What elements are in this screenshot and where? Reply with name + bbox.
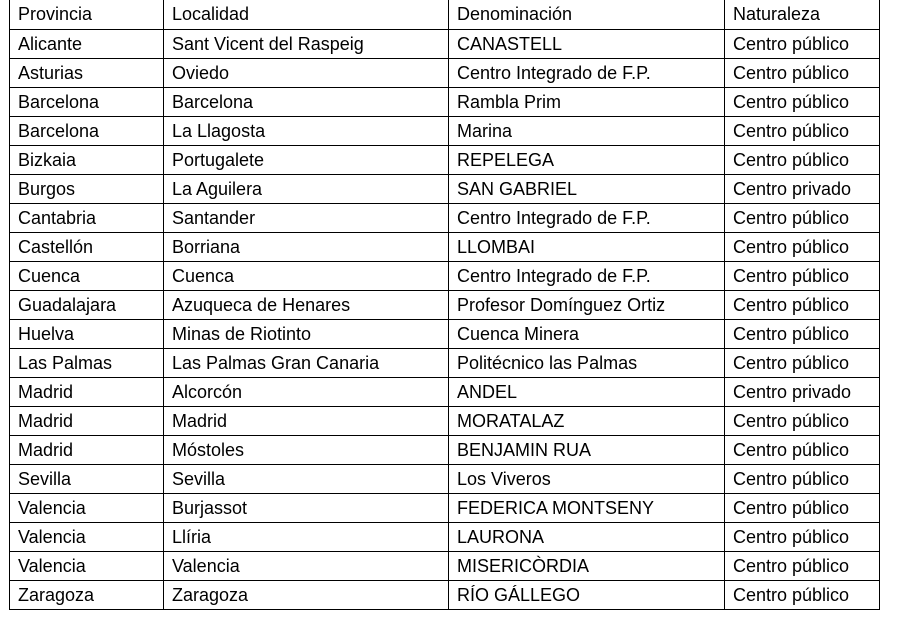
- cell-provincia: Cantabria: [10, 203, 164, 232]
- table-row: [10, 464, 880, 493]
- cell-denominacion: CANASTELL: [449, 29, 725, 58]
- cell-naturaleza: Centro público: [725, 232, 880, 261]
- cell-provincia: Huelva: [10, 319, 164, 348]
- table-row: [10, 580, 880, 609]
- cell-localidad: Portugalete: [164, 145, 449, 174]
- cell-denominacion: Los Viveros: [449, 464, 725, 493]
- cell-naturaleza: Centro público: [725, 203, 880, 232]
- cell-denominacion: Rambla Prim: [449, 87, 725, 116]
- cell-denominacion: SAN GABRIEL: [449, 174, 725, 203]
- cell-provincia: Guadalajara: [10, 290, 164, 319]
- cell-denominacion: REPELEGA: [449, 145, 725, 174]
- cell-localidad: Las Palmas Gran Canaria: [164, 348, 449, 377]
- cell-denominacion: ANDEL: [449, 377, 725, 406]
- cell-localidad: La Llagosta: [164, 116, 449, 145]
- cell-localidad: Llíria: [164, 522, 449, 551]
- cell-denominacion: FEDERICA MONTSENY: [449, 493, 725, 522]
- cell-localidad: Burjassot: [164, 493, 449, 522]
- cell-localidad: Minas de Riotinto: [164, 319, 449, 348]
- cell-denominacion: Centro Integrado de F.P.: [449, 261, 725, 290]
- table-row: [10, 377, 880, 406]
- cell-localidad: Azuqueca de Henares: [164, 290, 449, 319]
- cell-naturaleza: Centro público: [725, 406, 880, 435]
- table-row: [10, 319, 880, 348]
- cell-provincia: Madrid: [10, 406, 164, 435]
- cell-naturaleza: Centro público: [725, 348, 880, 377]
- cell-provincia: Alicante: [10, 29, 164, 58]
- cell-denominacion: Centro Integrado de F.P.: [449, 58, 725, 87]
- cell-provincia: Zaragoza: [10, 580, 164, 609]
- cell-localidad: Cuenca: [164, 261, 449, 290]
- cell-provincia: Las Palmas: [10, 348, 164, 377]
- cell-provincia: Asturias: [10, 58, 164, 87]
- cell-provincia: Valencia: [10, 493, 164, 522]
- cell-naturaleza: Centro público: [725, 580, 880, 609]
- cell-denominacion: Marina: [449, 116, 725, 145]
- table-row: [10, 522, 880, 551]
- cell-provincia: Bizkaia: [10, 145, 164, 174]
- table-row: [10, 406, 880, 435]
- table-body: [10, 29, 880, 609]
- cell-naturaleza: Centro público: [725, 261, 880, 290]
- cell-naturaleza: Centro público: [725, 290, 880, 319]
- table-row: [10, 87, 880, 116]
- cell-localidad: Oviedo: [164, 58, 449, 87]
- cell-naturaleza: Centro público: [725, 58, 880, 87]
- header-denominacion: Denominación: [449, 0, 725, 29]
- cell-provincia: Castellón: [10, 232, 164, 261]
- cell-localidad: La Aguilera: [164, 174, 449, 203]
- header-localidad: Localidad: [164, 0, 449, 29]
- cell-denominacion: LLOMBAI: [449, 232, 725, 261]
- cell-naturaleza: Centro público: [725, 116, 880, 145]
- cell-provincia: Sevilla: [10, 464, 164, 493]
- cell-provincia: Barcelona: [10, 116, 164, 145]
- cell-localidad: Zaragoza: [164, 580, 449, 609]
- cell-denominacion: MISERICÒRDIA: [449, 551, 725, 580]
- cell-provincia: Cuenca: [10, 261, 164, 290]
- cell-provincia: Barcelona: [10, 87, 164, 116]
- cell-naturaleza: Centro público: [725, 87, 880, 116]
- cell-naturaleza: Centro público: [725, 145, 880, 174]
- table-row: [10, 493, 880, 522]
- table-row: [10, 232, 880, 261]
- cell-provincia: Valencia: [10, 522, 164, 551]
- cell-naturaleza: Centro público: [725, 464, 880, 493]
- cell-naturaleza: Centro público: [725, 493, 880, 522]
- cell-provincia: Madrid: [10, 435, 164, 464]
- cell-naturaleza: Centro privado: [725, 174, 880, 203]
- cell-provincia: Burgos: [10, 174, 164, 203]
- table-row: [10, 203, 880, 232]
- table-row: [10, 116, 880, 145]
- cell-denominacion: Centro Integrado de F.P.: [449, 203, 725, 232]
- cell-denominacion: Cuenca Minera: [449, 319, 725, 348]
- table-row: [10, 551, 880, 580]
- table-row: [10, 145, 880, 174]
- cell-provincia: Valencia: [10, 551, 164, 580]
- cell-naturaleza: Centro público: [725, 29, 880, 58]
- header-naturaleza: Naturaleza: [725, 0, 880, 29]
- table-row: [10, 58, 880, 87]
- table-row: [10, 435, 880, 464]
- table-row: [10, 29, 880, 58]
- table-row: [10, 261, 880, 290]
- cell-naturaleza: Centro público: [725, 435, 880, 464]
- cell-localidad: Santander: [164, 203, 449, 232]
- cell-localidad: Borriana: [164, 232, 449, 261]
- table-row: [10, 348, 880, 377]
- cell-denominacion: LAURONA: [449, 522, 725, 551]
- centers-table-container: [9, 0, 880, 610]
- cell-localidad: Madrid: [164, 406, 449, 435]
- table-row: [10, 174, 880, 203]
- cell-denominacion: MORATALAZ: [449, 406, 725, 435]
- cell-denominacion: BENJAMIN RUA: [449, 435, 725, 464]
- table-header-row: [10, 0, 880, 29]
- cell-naturaleza: Centro público: [725, 551, 880, 580]
- cell-naturaleza: Centro privado: [725, 377, 880, 406]
- cell-naturaleza: Centro público: [725, 319, 880, 348]
- table-row: [10, 290, 880, 319]
- cell-denominacion: Politécnico las Palmas: [449, 348, 725, 377]
- centers-table: [9, 0, 880, 610]
- cell-localidad: Valencia: [164, 551, 449, 580]
- cell-localidad: Móstoles: [164, 435, 449, 464]
- cell-denominacion: Profesor Domínguez Ortiz: [449, 290, 725, 319]
- cell-provincia: Madrid: [10, 377, 164, 406]
- header-provincia: Provincia: [10, 0, 164, 29]
- cell-denominacion: RÍO GÁLLEGO: [449, 580, 725, 609]
- cell-localidad: Sevilla: [164, 464, 449, 493]
- cell-localidad: Barcelona: [164, 87, 449, 116]
- cell-localidad: Sant Vicent del Raspeig: [164, 29, 449, 58]
- cell-naturaleza: Centro público: [725, 522, 880, 551]
- cell-localidad: Alcorcón: [164, 377, 449, 406]
